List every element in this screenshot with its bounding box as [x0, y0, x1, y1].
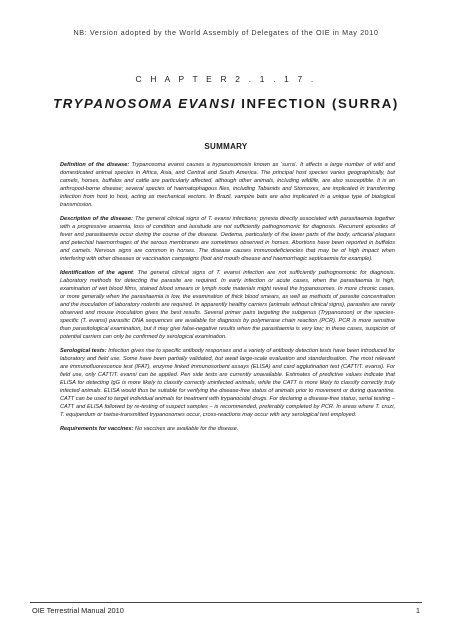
page-number: 1	[415, 606, 420, 615]
paragraph-label: Identification of the agent	[60, 270, 133, 277]
paragraph-vaccines	[60, 426, 395, 434]
summary-heading: SUMMARY	[204, 142, 248, 151]
paragraph-label: Serological tests:	[60, 348, 107, 355]
footer-divider	[30, 602, 422, 603]
header-note: NB: Version adopted by the World Assembly of Delegates of the OIE in May 2010	[73, 28, 379, 37]
paragraph-description	[60, 216, 395, 264]
paragraph-text: : The general clinical signs of T. evansi infection are not sufficiently pathognomonic for diagnosis. Laboratory methods for detecting the parasite are required. In early infection or acute cases, when the parasitaemia is high, examination of wet blood films, stained blood smears or lymph node materials might reveal the trypanosomes. In more chronic cases, or more generally when the parasitaemia is low, the examination of thick blood smears, as well as methods of parasite concentration and the inoculation of laboratory rodents are required. In apparently healthy carriers (animals without clinical signs), parasites are rarely observed and mouse inoculation gives the best results. Several primer pairs targeting the subgenus (Trypanozoon) or the species-specific (T. evansi) parasitic DNA sequences are available for diagnosis by polymerase chain reaction (PCR). PCR is more sensitive than parasitological examination, but it may give false-negative results when the parasitaemia is very low; in these cases, suspicion of potential carriers can only be confirmed by serological examination.	[60, 270, 396, 340]
page-title	[0, 96, 452, 111]
paragraph-label: Definition of the disease:	[60, 162, 130, 168]
paragraph-text: Trypanosoma evansi causes a trypanosomosis known as ‘surra’. It affects a large number of wild and domesticated animal species in Africa, Asia, and Central and South America. The principal host species varies geographically, but camels, horses, buffalos and cattle are particularly affected, although other animals, including wildlife, are also susceptible. It is an arthropod-borne disease; several species of haematophagous flies, including Tabanids and Stomoxes, are implicated in transferring infection from host to host, acting as mechanical vectors. In Brazil, vampire bats are also implicated in a unique type of biological transmission.	[60, 162, 395, 208]
paragraph-text: The general clinical signs of T. evansi infections; pyrexia directly associated with parasitaemia together with a progressive anaemia, loss of condition and lassitude are not sufficiently pathognomonic for diagnosis. Recurrent episodes of fever and parasitaemia occur during the course of the disease. Oedema, particularly of the lower parts of the body, urticarial plaques and petechial haemorrhages of the serous membranes are sometimes observed in horses. Abortions have been reported in buffalos and camels. Nervous signs are common in horses. The disease causes immunodeficiencies that may be of high impact when interfering with other diseases or vaccination campaigns (foot and mouth disease and haemorrhagic septicaemia for example).	[60, 216, 395, 262]
title-rest: INFECTION (SURRA)	[236, 96, 399, 111]
summary-body	[60, 162, 395, 441]
paragraph-text: No vaccines are available for the disease.	[133, 426, 239, 433]
paragraph-identification	[60, 270, 395, 342]
chapter-number: C H A P T E R 2 . 1 . 1 7 .	[135, 74, 317, 84]
paragraph-label: Description of the disease:	[60, 216, 133, 223]
paragraph-serology	[60, 348, 395, 420]
paragraph-text: Infection gives rise to specific antibody responses and a variety of antibody detection tests have been introduced for laboratory and field use. Some have been partially validated, but await large-scale evaluation and standardisation. The most relevant are immunofluorescence test (IFAT), enzyme linked immunosorbent assays (ELISA) and card agglutination test (CATT/T. evansi). For field use, only CATT/T. evansi can be applied. Pen side tests are currently unavailable. Estimates of predictive values indicate that ELISA for detecting IgG is more likely to classify correctly uninfected animals, while the CATT is more likely to classify correctly truly infected animals. ELISA would thus be suitable for verifying the disease-free status of animals prior to movement or during quarantine. CATT can be used to target individual animals for treatment with trypanocidal drugs. For declaring a disease-free status, serial testing – CATT and ELISA followed by re-testing of suspect samples – is recommended, preferably completed by PCR. In areas where T. cruzi, T. equiperdum or tsetse-transmitted trypanosomes occur, cross-reactions may occur with any serological test employed.	[60, 348, 395, 418]
title-species: TRYPANOSOMA EVANSI	[53, 96, 237, 111]
paragraph-label: Requirements for vaccines:	[60, 426, 134, 433]
paragraph-definition	[60, 162, 395, 210]
footer-manual-title: OIE Terrestrial Manual 2010	[32, 606, 124, 615]
